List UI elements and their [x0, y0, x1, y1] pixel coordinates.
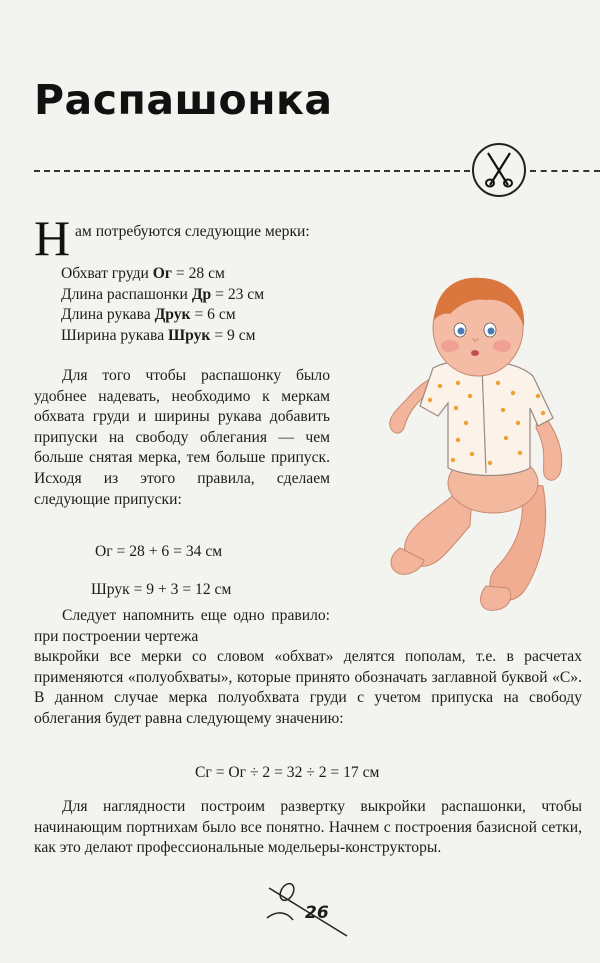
measures-list: [61, 264, 264, 346]
paragraph-rule: Следует напомнить еще одно правило: при построении чертежа выкройки все мерки со словом «обхват» делятся пополам, т.е. в расчетах применяются «полуобхваты», которые принято обозначать заглавной буквой «С». В данном случае мерка полуобхвата груди с учетом припуска на свободу облегания будет равна следующему значению:: [34, 607, 582, 727]
page-title: Распашонка: [34, 76, 333, 124]
formula-chest: Ог = 28 + 6 = 34 см: [95, 543, 223, 560]
measure-item: Обхват груди Ог = 28 см: [61, 265, 225, 282]
baby-doll-illustration: [378, 268, 578, 618]
paragraph-pattern: Для наглядности построим развертку выкройки распашонки, чтобы начинающим портнихам было все понятно. Начнем с построения базисной сетки, как это делают профессиональные модельеры-конструкторы.: [34, 798, 582, 857]
dropcap-letter: Н: [34, 210, 71, 266]
measure-item: Длина рукава Друк = 6 см: [61, 306, 236, 324]
formula-half-chest: Сг = Ог ÷ 2 = 32 ÷ 2 = 17 см: [195, 764, 380, 781]
page-number: 26: [305, 903, 329, 923]
measure-item: Длина распашонки Др = 23 см: [61, 285, 265, 303]
dashed-divider-right: [530, 170, 600, 172]
paragraph-allowances: Для того чтобы распашонку было удобнее надевать, необходимо к меркам обхвата груди и ширины рукава добавить припуски на свободу облегания — чем больше снятая мерка, тем больше припуск. Исходя из этого правила, сделаем следующие припуски:: [34, 367, 330, 508]
measure-item: Ширина рукава Шрук = 9 см: [61, 326, 256, 344]
scissors-icon: [472, 143, 526, 197]
dashed-divider: [34, 170, 470, 172]
intro-text: ам потребуются следующие мерки:: [75, 223, 310, 240]
formula-sleeve: Шрук = 9 + 3 = 12 см: [91, 581, 232, 598]
